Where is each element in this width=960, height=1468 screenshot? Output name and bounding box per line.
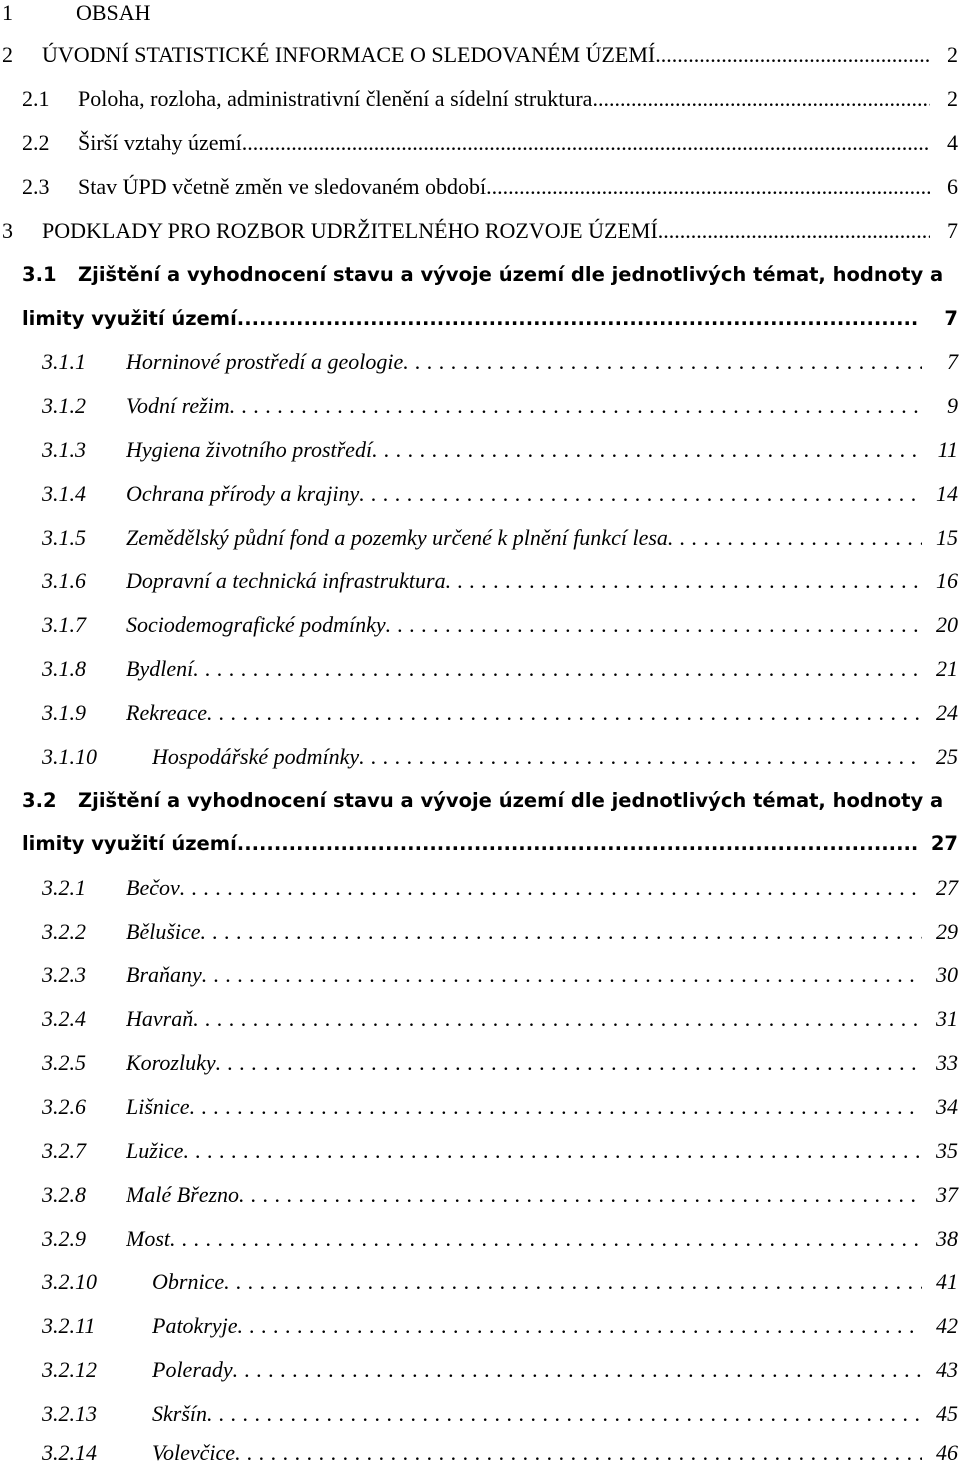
dot-leader [193,1004,922,1034]
dot-leader [230,391,922,421]
toc-entry-page: 46 [936,1440,958,1465]
toc-entry-title: Zjištění a vyhodnocení stavu a vývoje území dle jednotlivých témat, hodnoty a [78,263,944,286]
toc-entry[interactable] [0,216,960,246]
toc-entry-page: 37 [936,1182,958,1207]
toc-entry-title-cont: limity využití území [22,832,237,855]
toc-entry-number: 3.2.1 [42,875,86,900]
toc-entry[interactable] [0,523,960,553]
dot-leader [592,84,930,114]
toc-entry[interactable] [0,347,960,377]
toc-entry[interactable] [0,1092,960,1122]
toc-entry[interactable] [0,479,960,509]
toc-entry-number: 3 [2,218,13,243]
dot-leader [170,1224,922,1254]
toc-entry-number: 3.2 [22,789,57,812]
toc-entry[interactable] [0,1355,960,1385]
toc-entry-number: 3.2.7 [42,1138,86,1163]
toc-entry-number: 3.2.6 [42,1094,86,1119]
toc-entry-number: 3.1.1 [42,349,86,374]
toc-entry-page: 2 [947,42,958,67]
toc-entry-number: 3.2.3 [42,962,86,987]
dot-leader [658,216,930,246]
toc-entry[interactable] [0,1224,960,1254]
toc-entry-page: 35 [936,1138,958,1163]
toc-entry-continuation[interactable] [0,829,960,859]
dot-leader [655,40,930,70]
toc-entry[interactable] [0,610,960,640]
toc-entry-title: Polerady [152,1357,233,1382]
toc-heading-title: OBSAH [76,0,151,25]
dot-leader [235,1438,922,1468]
toc-entry[interactable] [0,873,960,903]
toc-entry-number: 3.1.2 [42,393,86,418]
toc-entry-title: Ochrana přírody a krajiny [126,481,360,506]
toc-entry[interactable] [0,260,960,290]
dot-leader [233,1355,922,1385]
toc-entry-title-cont: limity využití území [22,307,237,330]
toc-entry-number: 3.1 [22,263,57,286]
toc-entry-title: PODKLADY PRO ROZBOR UDRŽITELNÉHO ROZVOJE ÚZEMÍ [42,218,658,243]
toc-entry[interactable] [0,1267,960,1297]
toc-entry[interactable] [0,1048,960,1078]
toc-entry-continuation[interactable] [0,304,960,334]
toc-entry-page: 29 [936,919,958,944]
toc-entry-number: 3.1.3 [42,437,86,462]
dot-leader [201,917,922,947]
dot-leader [237,304,918,334]
toc-entry[interactable] [0,84,960,114]
toc-heading [0,0,960,28]
toc-entry-page: 41 [936,1269,958,1294]
toc-entry-title: Sociodemografické podmínky [126,612,386,637]
toc-entry-page: 2 [947,86,958,111]
toc-entry-number: 3.2.5 [42,1050,86,1075]
toc-entry[interactable] [0,1311,960,1341]
dot-leader [193,654,922,684]
toc-entry-page: 25 [936,744,958,769]
toc-entry[interactable] [0,960,960,990]
toc-entry-title: Malé Březno [126,1182,240,1207]
toc-entry-page: 33 [936,1050,958,1075]
toc-entry-page: 34 [936,1094,958,1119]
toc-entry-page: 24 [936,700,958,725]
dot-leader [372,435,922,465]
toc-entry[interactable] [0,1438,960,1468]
dot-leader [242,128,930,158]
toc-entry-number: 1 [2,0,13,25]
toc-entry-title: Vodní režim [126,393,230,418]
dot-leader [183,1136,922,1166]
toc-entry[interactable] [0,742,960,772]
dot-leader [216,1048,922,1078]
dot-leader [359,479,922,509]
toc-entry-page: 7 [947,349,958,374]
dot-leader [668,523,922,553]
toc-entry-page: 38 [936,1226,958,1251]
toc-entry-title: Korozluky [126,1050,216,1075]
toc-entry-title: Zjištění a vyhodnocení stavu a vývoje území dle jednotlivých témat, hodnoty a [78,789,944,812]
toc-entry-number: 3.2.13 [42,1401,97,1426]
toc-entry[interactable] [0,172,960,202]
toc-entry-page: 15 [936,525,958,550]
toc-entry-number: 3.1.8 [42,656,86,681]
dot-leader [403,347,922,377]
dot-leader [207,1399,922,1429]
toc-entry-page: 6 [947,174,958,199]
toc-entry-title: Zemědělský půdní fond a pozemky určené k plnění funkcí lesa [126,525,668,550]
toc-entry-page: 11 [937,437,958,462]
toc-entry-number: 2.2 [22,130,50,155]
toc-entry-page: 43 [936,1357,958,1382]
toc-entry-title: Rekreace [126,700,208,725]
toc-entry-title: Hospodářské podmínky [152,744,360,769]
toc-entry-number: 3.1.6 [42,568,86,593]
toc-entry-title: Stav ÚPD včetně změn ve sledovaném období [78,174,487,199]
dot-leader [202,960,922,990]
toc-entry-number: 3.2.9 [42,1226,86,1251]
toc-entry-number: 3.1.4 [42,481,86,506]
toc-entry-number: 3.1.9 [42,700,86,725]
dot-leader [190,1092,922,1122]
toc-entry-page: 14 [936,481,958,506]
toc-entry-number: 3.2.12 [42,1357,97,1382]
toc-entry-number: 3.2.4 [42,1006,86,1031]
toc-entry-title: Horninové prostředí a geologie [126,349,404,374]
toc-entry-title: Most [126,1226,170,1251]
toc-entry-number: 3.2.14 [42,1440,97,1465]
dot-leader [386,610,922,640]
dot-leader [237,829,918,859]
dot-leader [224,1267,922,1297]
toc-entry-page: 4 [947,130,958,155]
toc-entry-page: 20 [936,612,958,637]
toc-entry-number: 3.2.11 [42,1313,96,1338]
toc-entry-title: Havraň [126,1006,194,1031]
toc-entry-title: Braňany [126,962,202,987]
toc-entry-page: 9 [947,393,958,418]
toc-entry-title: ÚVODNÍ STATISTICKÉ INFORMACE O SLEDOVANÉM ÚZEMÍ [42,42,656,67]
toc-entry-number: 3.2.2 [42,919,86,944]
dot-leader [486,172,930,202]
toc-entry[interactable] [0,40,960,70]
dot-leader [446,566,922,596]
toc-entry-page: 30 [936,962,958,987]
toc-entry-title: Lužice [126,1138,184,1163]
toc-entry-number: 3.1.7 [42,612,86,637]
toc-entry-title: Bečov [126,875,180,900]
toc-entry-number: 3.2.10 [42,1269,97,1294]
toc-entry-page: 16 [936,568,958,593]
toc-entry-title: Skršín [152,1401,207,1426]
toc-entry-page: 27 [936,875,958,900]
toc-entry-title: Lišnice [126,1094,190,1119]
toc-entry[interactable] [0,654,960,684]
toc-entry[interactable] [0,435,960,465]
toc-entry-number: 2 [2,42,13,67]
toc-entry-number: 2.3 [22,174,50,199]
toc-entry-number: 3.1.10 [42,744,97,769]
toc-entry-title: Hygiena životního prostředí [126,437,373,462]
toc-entry-page: 45 [936,1401,958,1426]
toc-entry-title: Širší vztahy území [78,130,242,155]
toc-entry-number: 3.2.8 [42,1182,86,1207]
toc-entry[interactable] [0,917,960,947]
toc-entry[interactable] [0,1399,960,1429]
toc-entry[interactable] [0,128,960,158]
toc-entry-page: 7 [944,307,958,330]
toc-entry-page: 7 [947,218,958,243]
toc-entry-page: 42 [936,1313,958,1338]
toc-entry-page: 27 [930,832,958,855]
toc-entry-title: Volevčice [152,1440,236,1465]
dot-leader [239,1180,922,1210]
dot-leader [359,742,922,772]
toc-entry-number: 3.1.5 [42,525,86,550]
dot-leader [180,873,922,903]
toc-entry-title: Patokryje [152,1313,238,1338]
toc-entry-page: 31 [936,1006,958,1031]
toc-entry[interactable] [0,1004,960,1034]
toc-entry-title: Dopravní a technická infrastruktura [126,568,446,593]
toc-entry-title: Bydlení [126,656,194,681]
toc-entry[interactable] [0,566,960,596]
toc-entry-title: Poloha, rozloha, administrativní členění a sídelní struktura [78,86,593,111]
toc-entry[interactable] [0,786,960,816]
toc-entry[interactable] [0,1180,960,1210]
toc-entry-title: Obrnice [152,1269,225,1294]
dot-leader [238,1311,922,1341]
toc-entry[interactable] [0,698,960,728]
toc-entry-page: 21 [936,656,958,681]
toc-entry[interactable] [0,1136,960,1166]
toc-entry[interactable] [0,391,960,421]
toc-entry-title: Bělušice [126,919,201,944]
dot-leader [207,698,922,728]
toc-entry-number: 2.1 [22,86,50,111]
